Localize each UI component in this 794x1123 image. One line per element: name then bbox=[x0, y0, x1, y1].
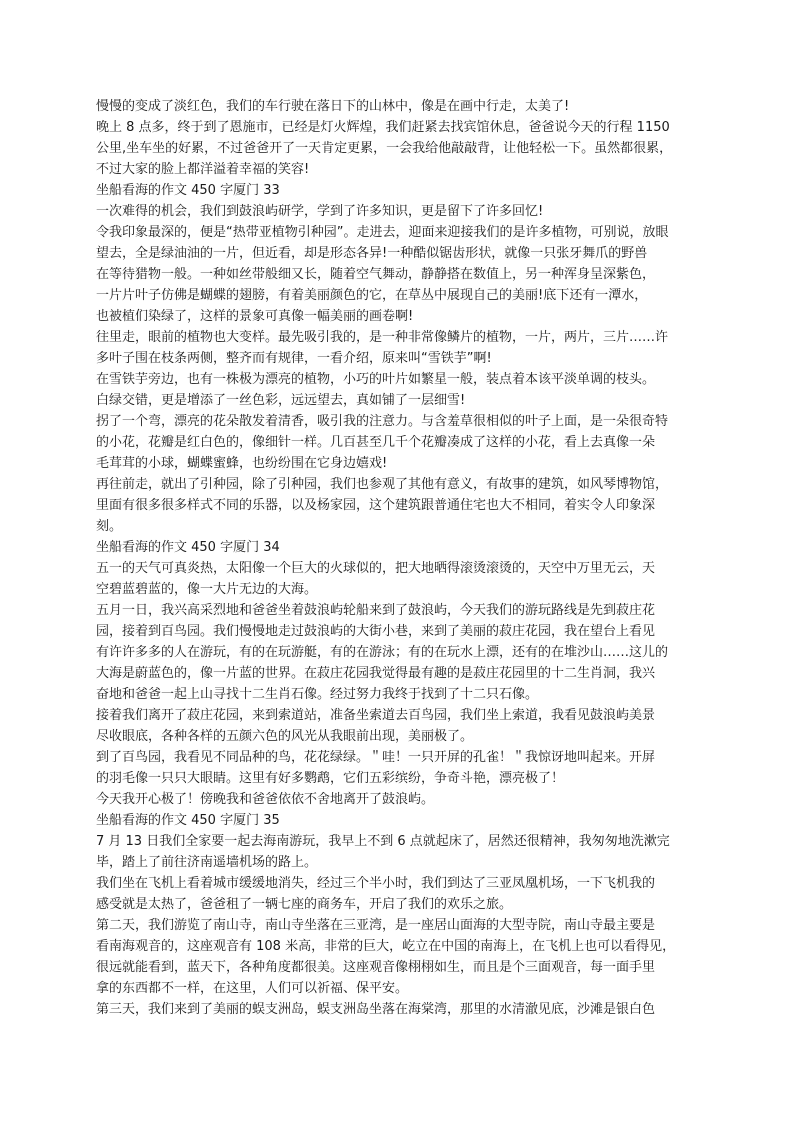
section-heading: 坐船看海的作文 450 字厦门 34 bbox=[96, 540, 280, 555]
text-line: 园，接着到百鸟园。我们慢慢地走过鼓浪屿的大街小巷，来到了美丽的菽庄花园，我在望台上看见 bbox=[96, 624, 656, 639]
text-line: 里面有很多很多样式不同的乐器，以及杨家园，这个建筑跟普通住宅也大不相同，着实令人印象深 bbox=[96, 498, 656, 513]
section-heading: 坐船看海的作文 450 字厦门 35 bbox=[96, 813, 280, 828]
text-line: 的羽毛像一只只大眼睛。这里有好多鹦鹉，它们五彩缤纷，争奇斗艳，漂亮极了！ bbox=[96, 771, 565, 786]
text-line: 很远就能看到，蓝天下，各种角度都很美。这座观音像栩栩如生，而且是个三面观音，每一面手里 bbox=[96, 960, 656, 975]
text-line: 大海是蔚蓝色的，像一片蓝的世界。在菽庄花园我觉得最有趣的是菽庄花园里的十二生肖洞，我兴 bbox=[96, 666, 656, 681]
text-line: 五月一日，我兴高采烈地和爸爸坐着鼓浪屿轮船来到了鼓浪屿，今天我们的游玩路线是先到菽庄花 bbox=[96, 603, 656, 618]
text-line: 往里走，眼前的植物也大变样。最先吸引我的，是一种非常像鳞片的植物，一片，两片，三片……许 bbox=[96, 330, 669, 345]
text-line: 望去，全是绿油油的一片，但近看，却是形态各异!一种酷似锯齿形状，就像一只张牙舞爪的野兽 bbox=[96, 246, 648, 261]
text-line: 我们坐在飞机上看着城市缓缓地消失，经过三个半小时，我们到达了三亚凤凰机场，一下飞机我的 bbox=[96, 876, 656, 891]
text-line: 白绿交错，更是增添了一丝色彩，远远望去，真如铺了一层细雪! bbox=[96, 393, 466, 408]
text-line: 毛茸茸的小球，蝴蝶蜜蜂，也纷纷围在它身边嬉戏! bbox=[96, 456, 388, 471]
text-line: 晚上 8 点多，终于到了恩施市，已经是灯火辉煌，我们赶紧去找宾馆休息，爸爸说今天的行程 1150 bbox=[96, 120, 670, 135]
text-line: 到了百鸟园，我看见不同品种的鸟，花花绿绿。＂哇！一只开屏的孔雀！＂我惊讶地叫起来。开屏 bbox=[96, 750, 656, 765]
text-line: 拿的东西都不一样，在这里，人们可以祈福、保平安。 bbox=[96, 981, 409, 996]
text-line: 第二天，我们游览了南山寺，南山寺坐落在三亚湾，是一座居山面海的大型寺院，南山寺最主要是 bbox=[96, 918, 656, 933]
text-line: 一片片叶子仿佛是蝴蝶的翅膀，有着美丽颜色的它，在草丛中展现自己的美丽!底下还有一潭水， bbox=[96, 288, 648, 303]
document-text-body bbox=[96, 96, 714, 1020]
text-line: 也被植们染绿了，这样的景象可真像一幅美丽的画卷啊! bbox=[96, 309, 414, 324]
text-line: 毕，踏上了前往济南遥墙机场的路上。 bbox=[96, 855, 318, 870]
text-line: 在等待猎物一般。一种如丝带般细又长，随着空气舞动，静静搭在数值上，另一种浑身呈深紫色， bbox=[96, 267, 656, 282]
text-line: 五一的天气可真炎热，太阳像一个巨大的火球似的，把大地晒得滚烫滚烫的，天空中万里无云，天 bbox=[96, 561, 656, 576]
text-line: 尽收眼底，各种各样的五颜六色的风光从我眼前出现，美丽极了。 bbox=[96, 729, 474, 744]
text-line: 的小花，花瓣是红白色的，像细针一样。几百甚至几千个花瓣凑成了这样的小花，看上去真像一朵 bbox=[96, 435, 656, 450]
text-line: 感受就是太热了，爸爸租了一辆七座的商务车，开启了我们的欢乐之旅。 bbox=[96, 897, 513, 912]
text-line: 令我印象最深的，便是“热带亚植物引种园”。走进去，迎面来迎接我们的是许多植物，可别说，放眼 bbox=[96, 225, 669, 240]
text-line: 有许许多多的人在游玩，有的在玩游艇，有的在游泳；有的在玩水上漂，还有的在堆沙山……这儿的 bbox=[96, 645, 669, 660]
text-line: 在雪铁芋旁边，也有一株极为漂亮的植物，小巧的叶片如繁星一般，装点着本该平淡单调的枝头。 bbox=[96, 372, 656, 387]
text-line: 不过大家的脸上都洋溢着幸福的笑容! bbox=[96, 162, 310, 177]
text-line: 今天我开心极了！傍晚我和爸爸依依不舍地离开了鼓浪屿。 bbox=[96, 792, 435, 807]
text-line: 多叶子围在枝条两侧，整齐而有规律，一看介绍，原来叫“雪铁芋”啊! bbox=[96, 351, 492, 366]
text-line: 拐了一个弯，漂亮的花朵散发着清香，吸引我的注意力。与含羞草很相似的叶子上面，是一朵很奇特 bbox=[96, 414, 669, 429]
text-line: 慢慢的变成了淡红色，我们的车行驶在落日下的山林中，像是在画中行走，太美了! bbox=[96, 99, 570, 114]
section-heading: 坐船看海的作文 450 字厦门 33 bbox=[96, 183, 280, 198]
text-line: 一次难得的机会，我们到鼓浪屿研学，学到了许多知识，更是留下了许多回忆! bbox=[96, 204, 544, 219]
text-line: 再往前走，就出了引种园，除了引种园，我们也参观了其他有意义，有故事的建筑，如风琴博物馆， bbox=[96, 477, 669, 492]
text-line: 看南海观音的，这座观音有 108 米高，非常的巨大，屹立在中国的南海上，在飞机上也可以看得见， bbox=[96, 939, 676, 954]
text-line: 公里,坐车坐的好累，不过爸爸开了一天肯定更累，一会我给他敲敲背，让他轻松一下。虽然都很累， bbox=[96, 141, 673, 156]
text-line: 接着我们离开了菽庄花园，来到索道站，准备坐索道去百鸟园，我们坐上索道，我看见鼓浪屿美景 bbox=[96, 708, 656, 723]
text-line: 奋地和爸爸一起上山寻找十二生肖石像。经过努力我终于找到了十二只石像。 bbox=[96, 687, 539, 702]
text-line: 刻。 bbox=[96, 519, 123, 534]
text-line: 7 月 13 日我们全家要一起去海南游玩，我早上不到 6 点就起床了，居然还很精神，我匆匆地洗漱完 bbox=[96, 834, 670, 849]
text-line: 空碧蓝碧蓝的，像一大片无边的大海。 bbox=[96, 582, 318, 597]
text-line: 第三天，我们来到了美丽的蜈支洲岛，蜈支洲岛坐落在海棠湾，那里的水清澈见底，沙滩是银白色 bbox=[96, 1002, 656, 1017]
